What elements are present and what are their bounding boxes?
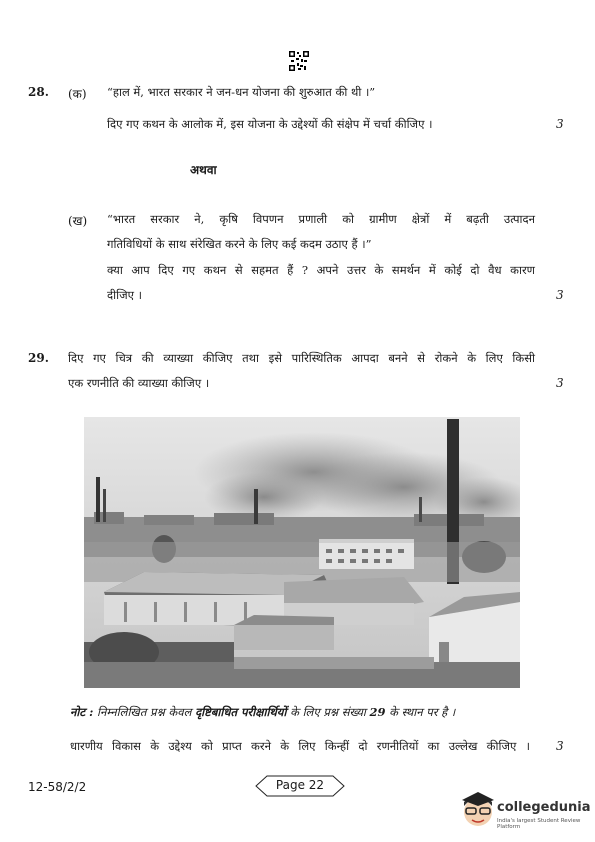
part-b-label: (ख) — [68, 214, 88, 228]
question-number-29: 29. — [28, 351, 49, 365]
note-text-2: के लिए प्रश्न संख्या — [286, 705, 370, 719]
paper-code: 12-58/2/2 — [28, 780, 87, 794]
note-bold-1: दृष्टिबाधित परीक्षार्थियों — [195, 705, 287, 719]
part-b-quote-line2: गतिविधियों के साथ संरेखित करने के लिए कई कदम उठाए हैं ।” — [107, 237, 372, 251]
qr-code-icon — [289, 51, 309, 71]
part-a-label: (क) — [68, 87, 87, 101]
part-b-quote-line1: “भारत सरकार ने, कृषि विपणन प्रणाली को ग्रामीण क्षेत्रों में बढ़ती उत्पादन — [107, 212, 535, 226]
part-b-marks: 3 — [556, 288, 564, 302]
question-number-28: 28. — [28, 85, 49, 99]
note-bold-2: 29 — [369, 705, 386, 719]
alt-question: धारणीय विकास के उद्देश्य को प्राप्त करने के लिए किन्हीं दो रणनीतियों का उल्लेख कीजिए । — [70, 739, 530, 753]
note-visually-impaired — [70, 705, 455, 720]
note-text-1: निम्नलिखित प्रश्न केवल — [93, 705, 196, 719]
part-a-quote: “हाल में, भारत सरकार ने जन-धन योजना की शुरुआत की थी ।” — [107, 85, 376, 99]
note-prefix: नोट : — [70, 705, 94, 719]
brand-tagline: India's largest Student Review Platform — [497, 818, 581, 830]
alt-question-marks: 3 — [556, 739, 564, 753]
brand-name: collegedunia — [497, 800, 591, 815]
part-b-question-line2: दीजिए । — [107, 288, 142, 302]
q29-marks: 3 — [556, 376, 564, 390]
or-separator: अथवा — [190, 163, 217, 177]
part-a-marks: 3 — [556, 117, 564, 131]
page-number: Page 22 — [275, 778, 325, 792]
q29-line2: एक रणनीति की व्याख्या कीजिए । — [68, 376, 210, 390]
q29-line1: दिए गए चित्र की व्याख्या कीजिए तथा इसे पारिस्थितिक आपदा बनने से रोकने के लिए किसी — [68, 351, 535, 365]
part-a-question: दिए गए कथन के आलोक में, इस योजना के उद्देश्यों की संक्षेप में चर्चा कीजिए । — [107, 117, 433, 131]
part-b-question-line1: क्या आप दिए गए कथन से सहमत हैं ? अपने उत्तर के समर्थन में कोई दो वैध कारण — [107, 263, 535, 277]
note-text-3: के स्थान पर है । — [385, 705, 456, 719]
industrial-photo — [84, 417, 520, 688]
